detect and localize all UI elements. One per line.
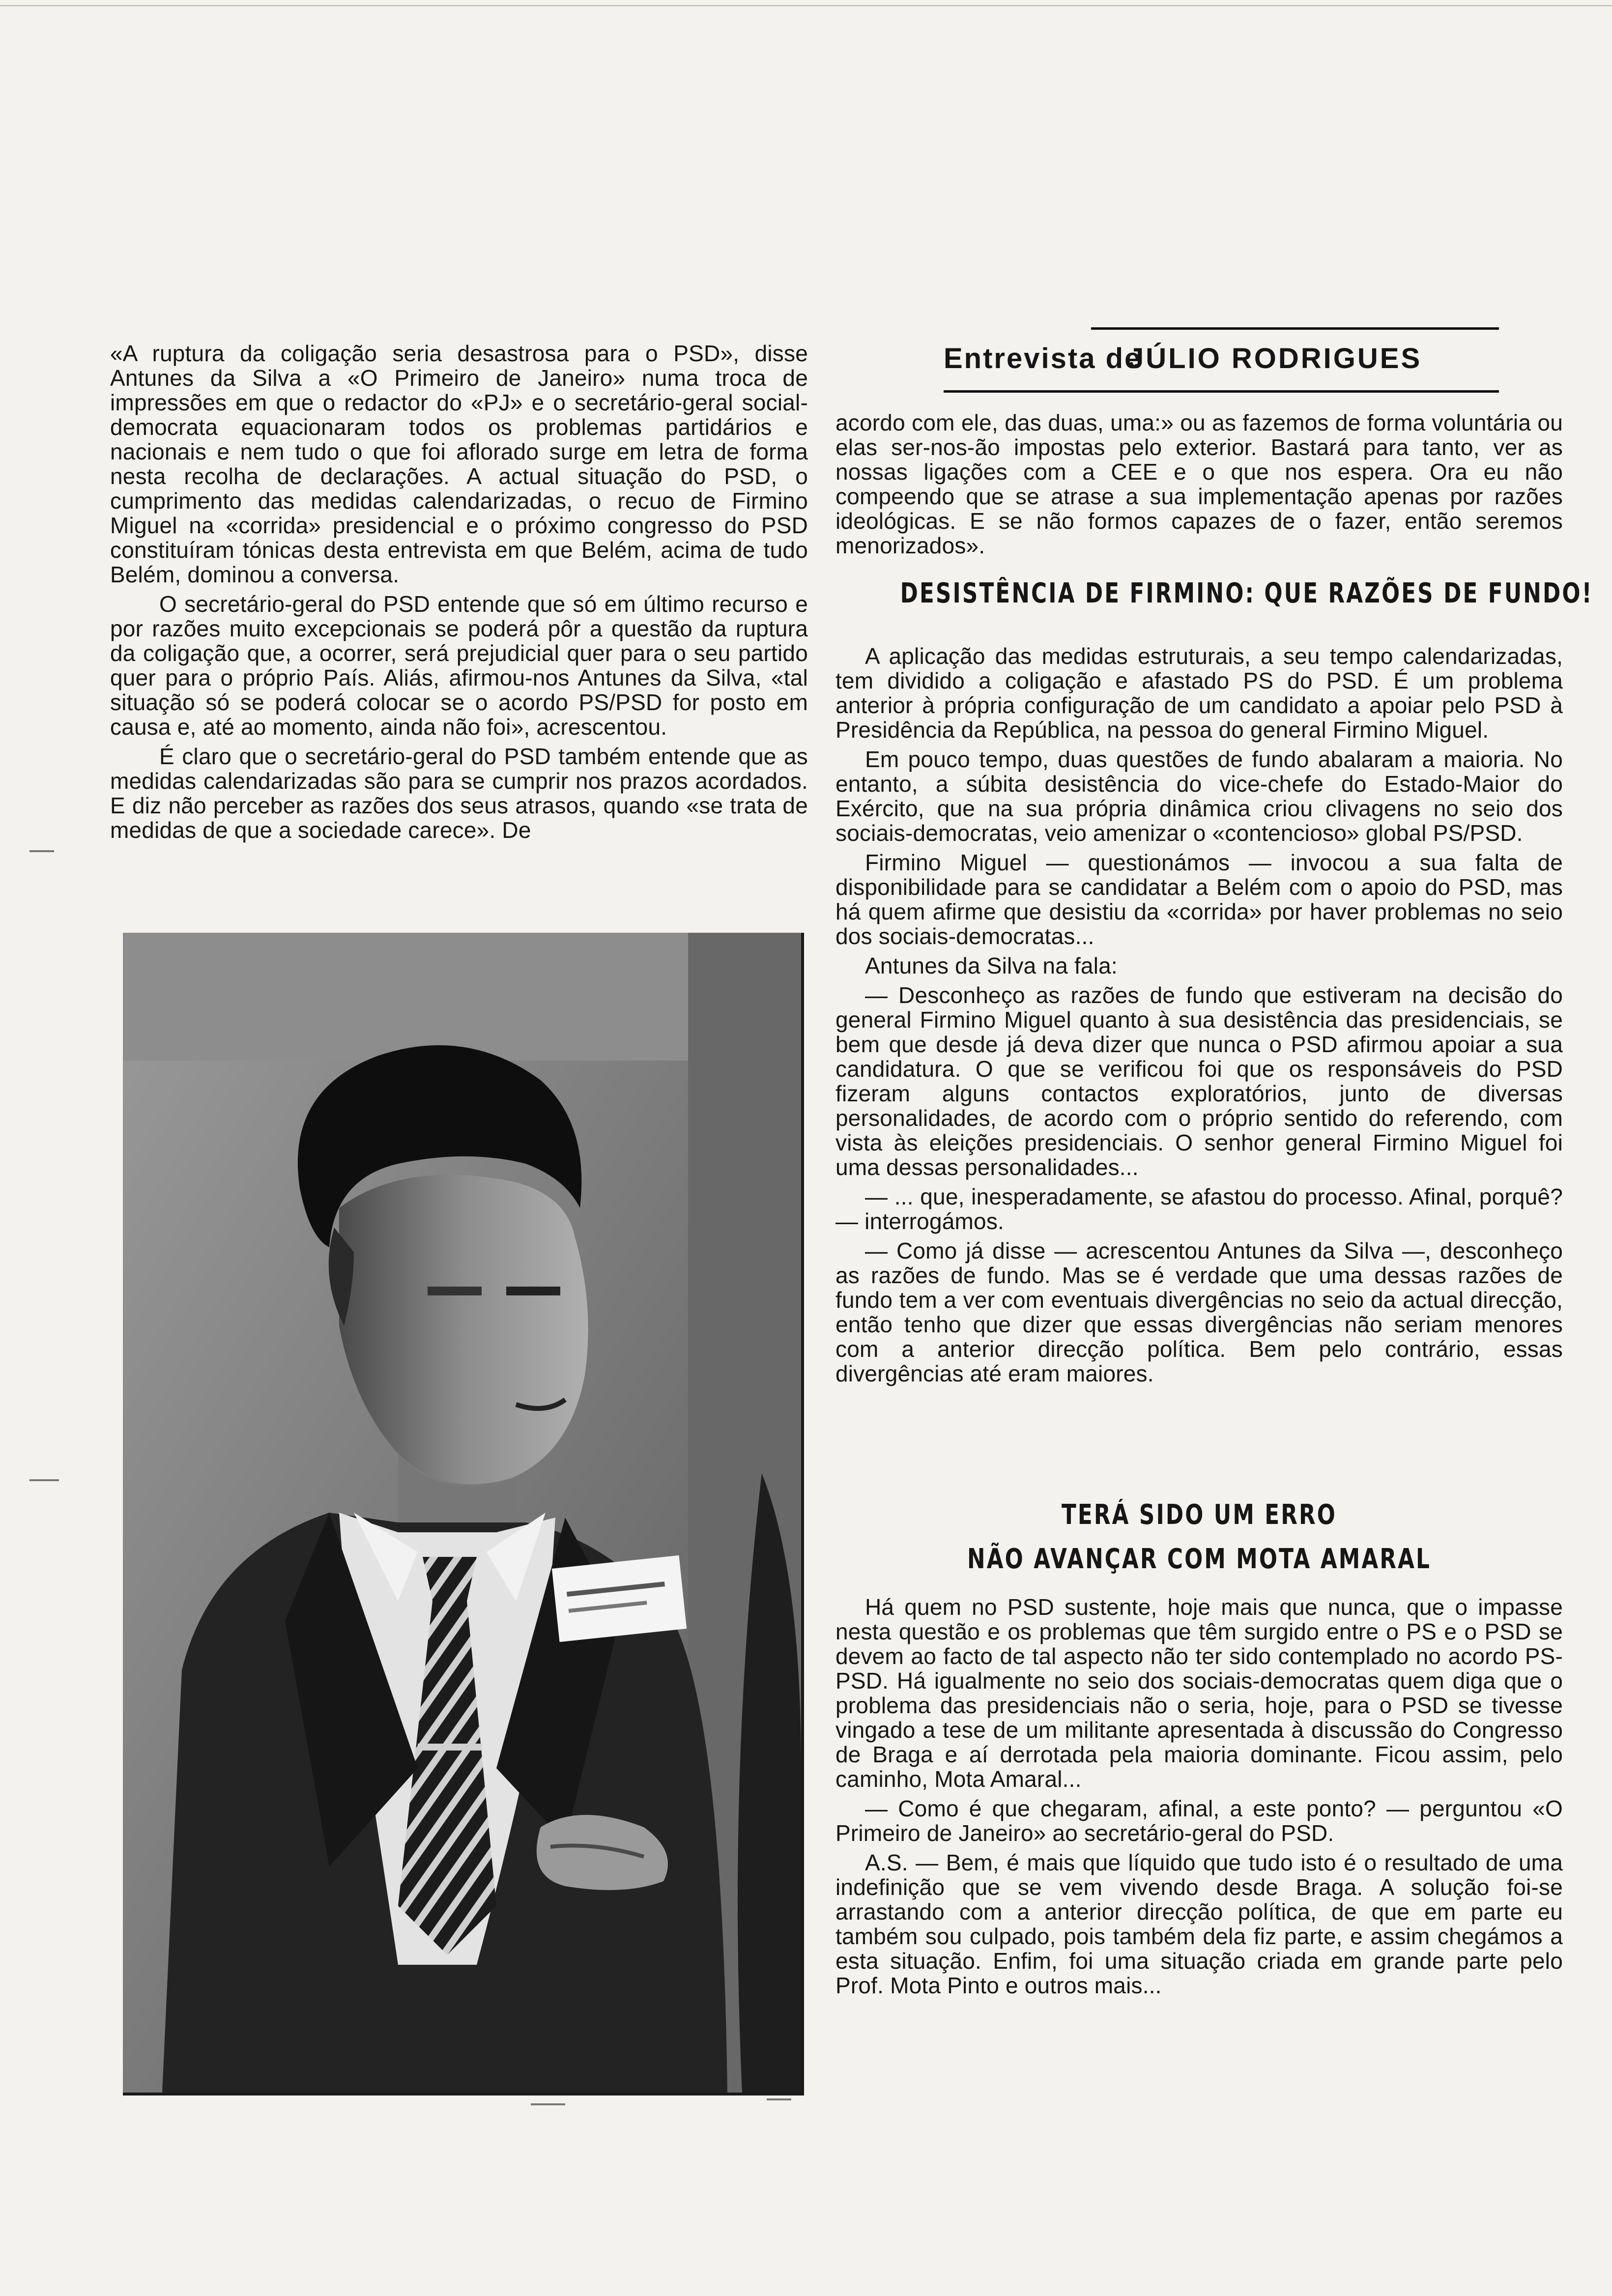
byline: [944, 327, 1509, 401]
continuation-paragraph: acordo com ele, das duas, uma:» ou as fazemos de forma voluntária ou elas ser-nos-ão impostas pelo exterior. Bastará para tanto, ver as nossas ligações com a CEE e o que nos espera. Ora eu não compeendo que se atrase a sua implementação apenas por razões ideológicas. E se não formos capazes de o fazer, então seremos menorizados».: [835, 410, 1563, 558]
body-paragraph: Em pouco tempo, duas questões de fundo abalaram a maioria. No entanto, a súbita desistência do vice-chefe do Estado-Maior do Exército, que na sua própria dinâmica criou clivagens no seio dos sociais-democratas, veio amenizar o «contencioso» global PS/PSD.: [835, 746, 1563, 846]
right-column-continuation: [835, 410, 1563, 563]
body-paragraph: O secretário-geral do PSD entende que só em último recurso e por razões muito excepcionais se poderá pôr a questão da ruptura da coligação que, a ocorrer, será prejudicial quer para o seu partido quer para o próprio País. Aliás, afirmou-nos Antunes da Silva, «tal situação só se poderá colocar se o acordo PS/PSD for posto em causa e, até ao momento, ainda não foi», acrescentou.: [110, 591, 808, 740]
body-paragraph: A.S. — Bem, é mais que líquido que tudo isto é o resultado de uma indefinição que se vem vivendo desde Braga. A solução foi-se arrastando com a anterior direcção política, de que em parte eu também sou culpado, pois também dela fiz parte, e assim chegámos a esta situação. Enfim, foi uma situação criada em grande parte pelo Prof. Mota Pinto e outros mais...: [835, 1850, 1563, 1998]
left-column: [110, 341, 808, 847]
byline-author: JÚLIO RODRIGUES: [1128, 343, 1422, 374]
body-paragraph: — Como é que chegaram, afinal, a este ponto? — perguntou «O Primeiro de Janeiro» ao secretário-geral do PSD.: [835, 1796, 1563, 1846]
print-mark: [29, 850, 54, 852]
body-paragraph: A aplicação das medidas estruturais, a seu tempo calendarizadas, tem dividido a coligação e afastado PS do PSD. É um problema anterior à própria configuração de um candidato a apoiar pelo PSD à Presidência da República, na pessoa do general Firmino Miguel.: [835, 643, 1563, 743]
body-paragraph: Antunes da Silva na fala:: [865, 953, 1118, 978]
intro-paragraph: «A ruptura da coligação seria desastrosa para o PSD», disse Antunes da Silva a «O Primeiro de Janeiro» numa troca de impressões em que o redactor do «PJ» e o secretário-geral social-democrata equacionaram todos os problemas partidários e nacionais e nem tudo o que foi aflorado surge em letra de forma nesta recolha de declarações. A actual situação do PSD, o cumprimento das medidas calendarizadas, o recuo de Firmino Miguel na «corrida» presidencial e o próximo congresso do PSD constituíram tónicas desta entrevista em que Belém, acima de tudo Belém, dominou a conversa.: [110, 341, 808, 587]
print-mark: [767, 2098, 791, 2100]
print-mark: [29, 1479, 59, 1481]
subhead-mota-line-1: TERÁ SIDO UM ERRO: [1061, 1499, 1337, 1531]
body-paragraph: Há quem no PSD sustente, hoje mais que nunca, que o impasse nesta questão e os problemas que têm surgido entre o PS e o PSD se devem ao facto de tal aspecto não ter sido contemplado no acordo PS-PSD. Há igualmente no seio dos sociais-democratas quem diga que o problema das presidenciais não o seria, hoje, para o PSD se tivesse vingado a tese de um militante apresentada à discussão do Congresso de Braga e aí derrotada pela maioria dominante. Ficou assim, pelo caminho, Mota Amaral...: [835, 1594, 1563, 1792]
photo-antunes-da-silva: [123, 933, 804, 2095]
byline-rule-bottom: [944, 390, 1499, 393]
body-paragraph: — Desconheço as razões de fundo que estiveram na decisão do general Firmino Miguel quanto à sua desistência das presidenciais, se bem que desde já deva dizer que nunca o PSD afirmou apoiar a sua candidatura. O que se verificou foi que os responsáveis do PSD fizeram alguns contactos exploratórios, junto de diversas personalidades, de acordo com o próprio sentido do referendo, com vista às eleições presidenciais. O senhor general Firmino Miguel foi uma dessas personalidades...: [835, 982, 1563, 1180]
photo-illustration: [123, 933, 801, 2093]
byline-rule-top: [1091, 327, 1499, 330]
section-mota-amaral: [835, 1595, 1563, 2003]
body-paragraph: — ... que, inesperadamente, se afastou do processo. Afinal, porquê? — interrogámos.: [835, 1184, 1563, 1234]
print-mark: [531, 2103, 565, 2105]
body-paragraph: É claro que o secretário-geral do PSD também entende que as medidas calendarizadas são para se cumprir nos prazos acordados. E diz não perceber as razões dos seus atrasos, quando «se trata de medidas de que a sociedade carece». De: [110, 744, 808, 843]
body-paragraph: Firmino Miguel — questionámos — invocou a sua falta de disponibilidade para se candidatar a Belém com o apoio do PSD, mas há quem afirme que desistiu da «corrida» por haver problemas no seio dos sociais-democratas...: [835, 850, 1563, 949]
body-paragraph: — Como já disse — acrescentou Antunes da Silva —, desconheço as razões de fundo. Mas se é verdade que uma dessas razões de fundo tem a ver com eventuais divergências no seio da actual direcção, então tenho que dizer que essas divergências não seriam menores com a anterior direcção política. Bem pelo contrário, essas divergências até eram maiores.: [835, 1238, 1563, 1386]
section-firmino: [835, 644, 1563, 1391]
subhead-mota-line-2: NÃO AVANÇAR COM MOTA AMARAL: [967, 1543, 1431, 1575]
subhead-firmino: DESISTÊNCIA DE FIRMINO: QUE RAZÕES DE FUNDO!: [900, 577, 1593, 609]
byline-prefix: Entrevista de: [944, 343, 1142, 374]
top-edge-line: [0, 5, 1612, 6]
